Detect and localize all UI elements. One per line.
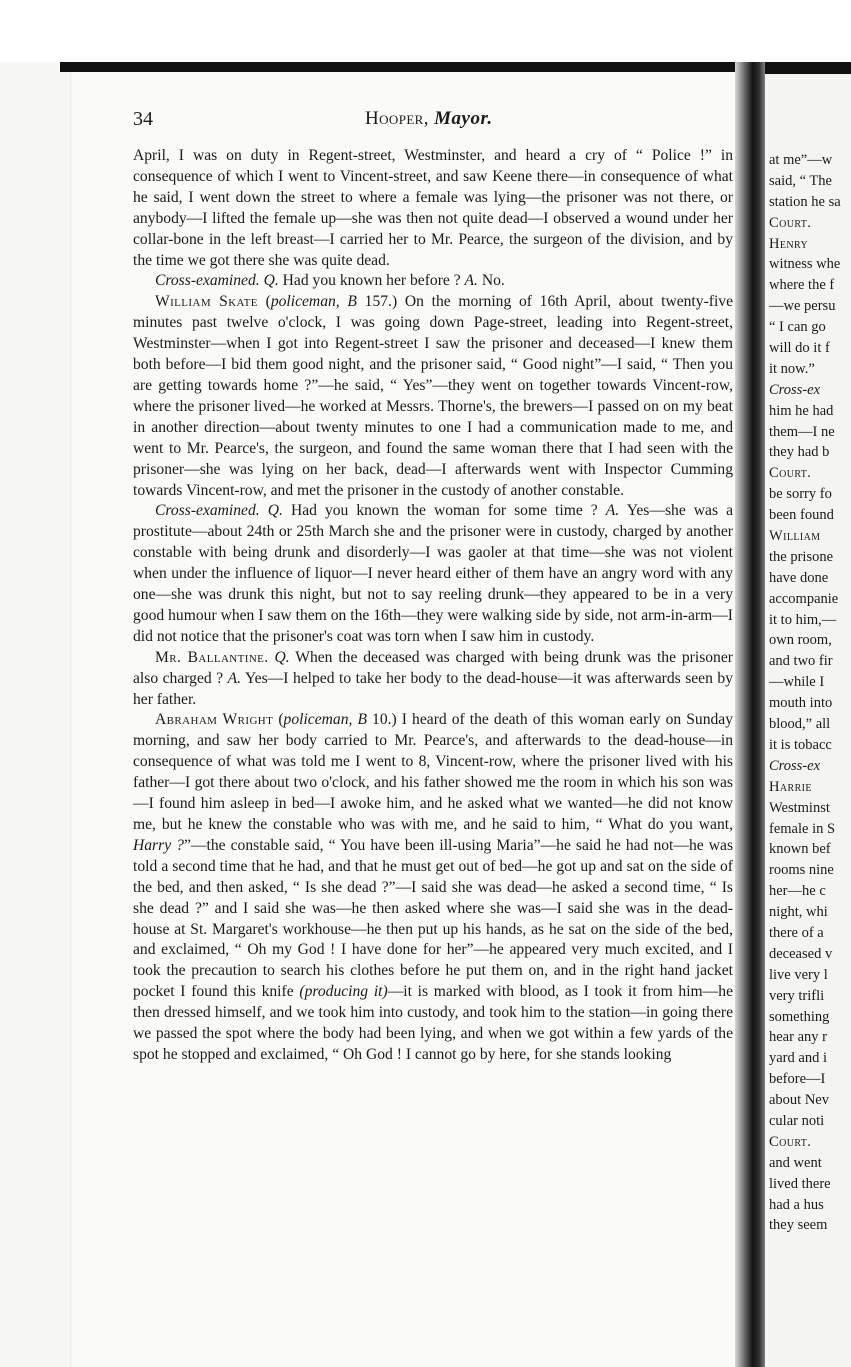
right-line: mouth into (769, 695, 833, 712)
right-line: been found (769, 507, 834, 524)
right-line: station he sa (769, 193, 841, 210)
right-line: said, “ The (769, 172, 832, 189)
right-line: it to him,— (769, 611, 837, 628)
running-head (133, 104, 733, 134)
right-line: —while I (769, 674, 825, 691)
paragraph-5: Mr. Ballantine. Q. When the deceased was charged with being drunk was the prisoner also charged ? A. Yes—I helped to take her body to the dead-house—it was afterwards seen by her father. (133, 648, 733, 708)
right-line: and two fir (769, 653, 833, 670)
right-line: have done (769, 569, 829, 586)
right-line: they had b (769, 444, 830, 461)
right-line: Westminst (769, 799, 830, 816)
page-top-edge (60, 62, 760, 72)
right-line: witness whe (769, 256, 841, 273)
right-line: yard and i (769, 1050, 827, 1067)
paragraph-1: April, I was on duty in Regent-street, Westminster, and heard a cry of “ Police !” in consequence of which I went to Vincent-street, and saw Keene there—in consequence of what he said, I went down the street to where a female was lying—the prisoner was not there, or anybody—I lifted the female up—she was then not quite dead—I observed a wound under her collar-bone in the left breast—I carried her to Mr. Pearce, the surgeon of the division, and by the time we got there she was quite dead. (133, 147, 733, 269)
right-line: lived there (769, 1175, 831, 1192)
page-title (365, 108, 493, 130)
right-line: female in S (769, 820, 836, 837)
right-line: rooms nine (769, 862, 834, 879)
paragraph-2: Cross-examined. Q. Had you known her before ? A. No. (155, 272, 505, 290)
right-line: be sorry fo (769, 486, 832, 503)
right-line: and went (769, 1154, 822, 1171)
right-line: cular noti (769, 1112, 825, 1129)
right-line: known bef (769, 841, 831, 858)
right-line: Harrie (769, 778, 812, 795)
right-line: they seem (769, 1217, 828, 1234)
body-text (133, 146, 733, 1066)
right-line: hear any r (769, 1029, 827, 1046)
right-line: deceased v (769, 945, 833, 962)
right-line: Court. (769, 465, 812, 482)
paragraph-4: Cross-examined. Q. Had you known the woman for some time ? A. Yes—she was a prostitute—about 24th or 25th March she and the prisoner were in custody, charged by another constable with being drunk and disorderly—I was gaoler at that time—she was not violent when under the influence of liquor—I never heard either of them have an angry word with any one—she was drunk this night, but not to say reeling drunk—they appeared to be in a very good humour when I saw them on the 16th—they were walking side by side, not arm-in-arm—I did not notice that the prisoner's coat was torn when I saw him in custody. (133, 502, 734, 645)
witness-name: William Skate (155, 293, 258, 311)
right-line: before—I (769, 1071, 826, 1088)
right-line: where the f (769, 277, 835, 294)
right-page-top-edge (765, 62, 851, 74)
right-line: them—I ne (769, 423, 835, 440)
right-line: something (769, 1008, 830, 1025)
paragraph-6: Abraham Wright (policeman, B 10.) I heard of the death of this woman early on Sunday morning, and saw her body carried to Mr. Pearce's, and afterwards to the dead-house—in consequence of what was told me I went to 8, Vincent-row, where the prisoner lived with his father—I got there about two o'clock, and his father showed me the room in which his son was—I found him asleep in bed—I awoke him, and he asked what we wanted—he did not know me, but he knew the constable who was with me, and he said to him, “ What do you want, Harry ?”—the constable said, “ You have been ill-using Maria”—he said he had not—he was told a second time that he had, and that he must get out of bed—he got up and sat on the side of the bed, and then asked, “ Is she dead ?”—I said she was dead—he asked a second time, “ Is she dead ?” and I said she was—he then asked where she was—I said she was in the dead-house at St. Margaret's workhouse—he then put up his hands, as he sat on the side of the bed, and exclaimed, “ Oh my God ! I have done for her”—he appeared very much excited, and I took the precaution to search his clothes before he put them on, and in the right hand jacket pocket I found this knife (producing it)—it is marked with blood, as I took it from him—he then dressed himself, and we took him into custody, and took him to the station—in going there we passed the spot where the body had been lying, and when we got within a few yards of the spot he stopped and exclaimed, “ Oh God ! I cannot go by here, for she stands looking (133, 711, 734, 1063)
right-line: Cross-ex (769, 757, 821, 774)
right-line: William (769, 528, 821, 545)
witness-name: Abraham Wright (155, 711, 274, 729)
right-line: —we persu (769, 298, 836, 315)
right-line: there of a (769, 924, 824, 941)
counsel-name: Mr. Ballantine. (155, 648, 269, 666)
right-page (765, 62, 851, 1367)
right-page-text (769, 150, 851, 1236)
right-line: blood,” all (769, 716, 831, 733)
title-office: Mayor. (434, 108, 493, 129)
right-line: Court. (769, 214, 812, 231)
title-name: Hooper, (365, 108, 429, 129)
right-line: night, whi (769, 904, 828, 921)
right-line: “ I can go (769, 319, 826, 336)
paragraph-3: William Skate (policeman, B 157.) On the morning of 16th April, about twenty-five minutes past twelve o'clock, I was going down Page-street, leading into Regent-street, Westminster—when I got into Regent-street I saw the prisoner and deceased—I knew them both before—I bid them good night, and the prisoner said, “ Good night”—I said, “ Then you are getting towards home ?”—he said, “ Yes”—they went on together towards Vincent-row, where the prisoner lived—he worked at Messrs. Thorne's, the brewers—I passed on on my beat in another direction—about twenty minutes to one I had a communication made to me, and went to Mr. Pearce's, the surgeon, and found the same woman there that I had seen with the prisoner—she was lying on her back, dead—I afterwards went with Inspector Cumming towards Vincent-row, and met the prisoner in the custody of another constable. (133, 293, 734, 499)
right-line: accompanie (769, 590, 839, 607)
right-line: had a hus (769, 1196, 824, 1213)
scan-top-margin (0, 0, 851, 62)
right-line: the prisone (769, 548, 834, 565)
right-line: Henry (769, 235, 809, 252)
cross-examined-label: Cross-examined. (155, 502, 260, 520)
right-line: Cross-ex (769, 381, 821, 398)
right-line: very trifli (769, 987, 825, 1004)
right-line: about Nev (769, 1092, 829, 1109)
page-number: 34 (133, 108, 153, 130)
right-line: own room, (769, 632, 832, 649)
right-line: will do it f (769, 340, 830, 357)
right-line: it now.” (769, 360, 815, 377)
book-gutter (735, 62, 767, 1367)
right-line: live very l (769, 966, 828, 983)
right-line: him he had (769, 402, 834, 419)
right-line: it is tobacc (769, 736, 832, 753)
right-line: her—he c (769, 883, 826, 900)
right-line: at me”—w (769, 152, 833, 168)
cross-examined-label: Cross-examined. (155, 272, 260, 290)
right-line: Court. (769, 1133, 812, 1150)
